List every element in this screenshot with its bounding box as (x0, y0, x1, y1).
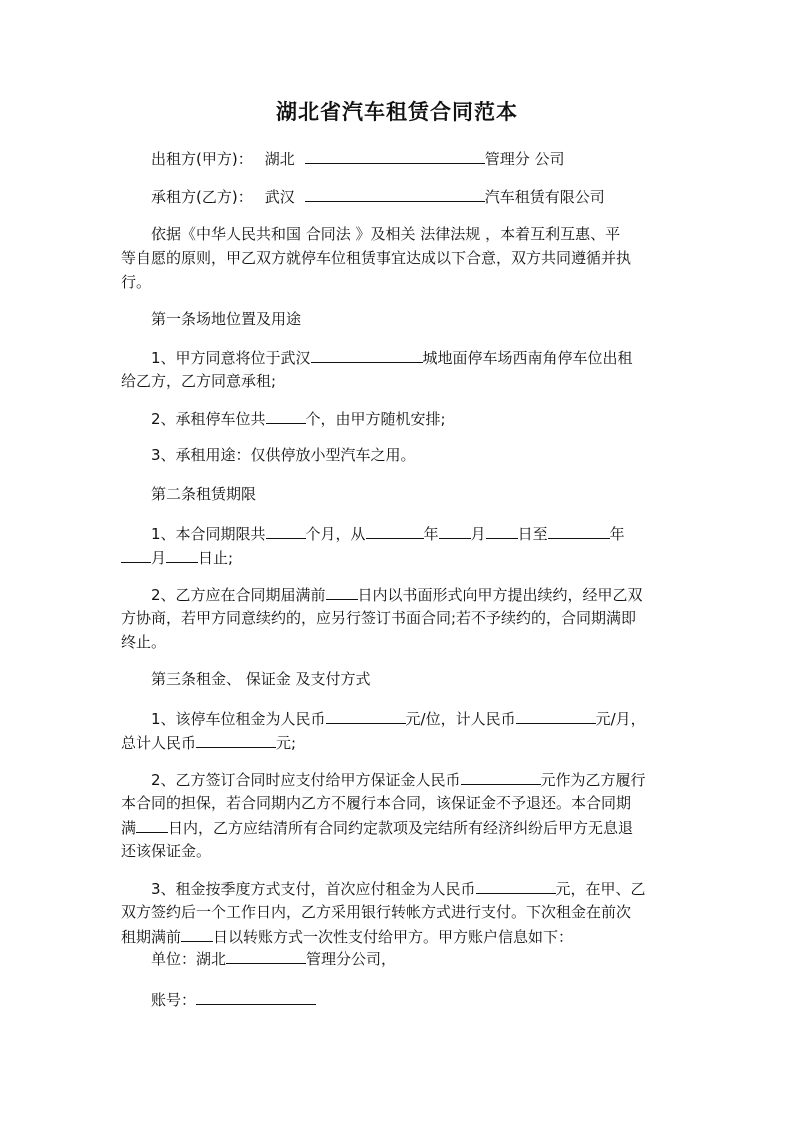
total-rent-blank (196, 730, 276, 748)
intro-line-3: 行。 (121, 273, 152, 291)
first-rent-blank (476, 876, 556, 894)
art2-clause-2-end: 终止。 (121, 633, 167, 651)
art2-clause-1-cont (121, 545, 661, 570)
art3-clause-2-text-e: 日内，乙方应结清所有合同约定款项及完结所有经济纠纷后甲方无息退 (168, 819, 634, 837)
location-blank (311, 345, 423, 363)
intro-line-1: 依据《中华人民共和国 合同法 》及相关 法律法规 ，本着互利互惠、平 (151, 225, 621, 243)
art3-clause-3 (151, 876, 661, 901)
art1-clause-1-text-b: 城地面停车场西南角停车位出租 (422, 349, 633, 367)
start-year-blank (366, 521, 424, 539)
end-day-blank (166, 545, 198, 563)
rent-per-month-blank (516, 706, 596, 724)
art2-clause-2-text-a: 2、乙方应在合同期届满前 (151, 586, 326, 604)
end-year-blank (548, 521, 610, 539)
deposit-blank (461, 767, 541, 785)
art3-clause-3-line-2: 双方签约后一个工作日内，乙方采用银行转帐方式进行支付。下次租金在前次 (121, 903, 632, 921)
account-unit-line (151, 946, 661, 971)
lessee-label: 承租方(乙方)： (151, 188, 253, 206)
document-title: 湖北省汽车租赁合同范本 (276, 99, 518, 124)
account-unit-blank (226, 946, 306, 964)
lessee-blank (305, 184, 485, 202)
spaces-count-blank (266, 406, 306, 424)
art3-clause-2-line-4: 还该保证金。 (121, 842, 212, 860)
art1-clause-1-cont: 给乙方，乙方同意承租; (121, 372, 277, 390)
next-rent-days-blank (181, 924, 213, 942)
year-label: 年 (423, 525, 439, 543)
art3-clause-2 (151, 767, 661, 792)
total-rent-unit: 元; (276, 734, 297, 752)
deposit-return-days-blank (136, 815, 168, 833)
account-number-blank (196, 987, 316, 1005)
end-year-label: 年 (609, 525, 625, 543)
month-label: 月 (470, 525, 486, 543)
account-number-label: 账号： (151, 991, 197, 1009)
art2-term-text: 1、本合同期限共 (151, 525, 266, 543)
art1-clause-2 (151, 406, 661, 431)
art1-clause-3: 3、承租用途：仅供停放小型汽车之用。 (151, 446, 416, 464)
art3-clause-2-text-a: 2、乙方签订合同时应支付给甲方保证金人民币 (151, 771, 461, 789)
lessee-suffix: 汽车租赁有限公司 (484, 188, 605, 206)
art3-clause-1 (151, 706, 661, 731)
article-1-heading: 第一条场地位置及用途 (151, 310, 302, 328)
art2-clause-2-cont: 方协商，若甲方同意续约的，应另行签订书面合同;若不予续约的，合同期满即 (121, 609, 637, 627)
article-3-heading: 第三条租金、 保证金 及支付方式 (151, 670, 371, 688)
start-day-blank (486, 521, 518, 539)
art2-clause-1 (151, 521, 661, 546)
months-blank (266, 521, 306, 539)
end-month-label: 月 (151, 549, 167, 567)
account-unit-suffix: 管理分公司， (306, 950, 397, 968)
art3-clause-1-text-a: 1、该停车位租金为人民币 (151, 710, 326, 728)
lessor-place: 湖北 (264, 150, 295, 168)
art3-clause-3-text-b: 元，在甲、乙 (555, 880, 646, 898)
lessor-label: 出租方(甲方)： (151, 150, 253, 168)
art2-clause-2-text-b: 日内以书面形式向甲方提出续约，经甲乙双 (357, 586, 643, 604)
art3-clause-1-text-c: 元/月， (595, 710, 646, 728)
art3-clause-3-text-a: 3、租金按季度方式支付，首次应付租金为人民币 (151, 880, 476, 898)
start-month-blank (439, 521, 471, 539)
art1-clause-2-text-a: 2、承租停车位共 (151, 410, 266, 428)
art1-clause-1 (151, 345, 661, 370)
lessor-line (151, 146, 661, 171)
art1-clause-1-text-a: 1、甲方同意将位于武汉 (151, 349, 311, 367)
art3-clause-2-text-b: 元作为乙方履行 (540, 771, 646, 789)
lessee-place: 武汉 (264, 188, 295, 206)
renewal-days-blank (326, 582, 358, 600)
art2-from-text: 个月，从 (305, 525, 366, 543)
end-day-label: 日止; (198, 549, 234, 567)
day-to-label: 日至 (517, 525, 548, 543)
lessor-suffix: 管理分 公司 (484, 150, 565, 168)
lessee-line (151, 184, 661, 209)
art2-clause-2 (151, 582, 661, 607)
intro-line-2: 等自愿的原则，甲乙双方就停车位租赁事宜达成以下合意，双方共同遵循并执 (121, 249, 632, 267)
end-month-blank (121, 545, 151, 563)
total-rent-label: 总计人民币 (121, 734, 197, 752)
lessor-blank (305, 146, 485, 164)
article-2-heading: 第二条租赁期限 (151, 485, 257, 503)
account-number-line (151, 987, 661, 1012)
art3-clause-3-text-e: 日以转账方式一次性支付给甲方。甲方账户信息如下： (213, 928, 574, 946)
art3-clause-1-cont (121, 730, 661, 755)
account-unit-label: 单位：湖北 (151, 950, 227, 968)
art3-clause-2-text-d: 满 (121, 819, 137, 837)
art3-clause-1-text-b: 元/位，计人民币 (405, 710, 516, 728)
art3-clause-3-text-d: 租期满前 (121, 928, 182, 946)
art3-clause-2-line-3 (121, 815, 661, 840)
art3-clause-2-line-2: 本合同的担保，若合同期内乙方不履行本合同，该保证金不予退还。本合同期 (121, 794, 632, 812)
art1-clause-2-text-b: 个，由甲方随机安排; (305, 410, 446, 428)
rent-per-space-blank (326, 706, 406, 724)
